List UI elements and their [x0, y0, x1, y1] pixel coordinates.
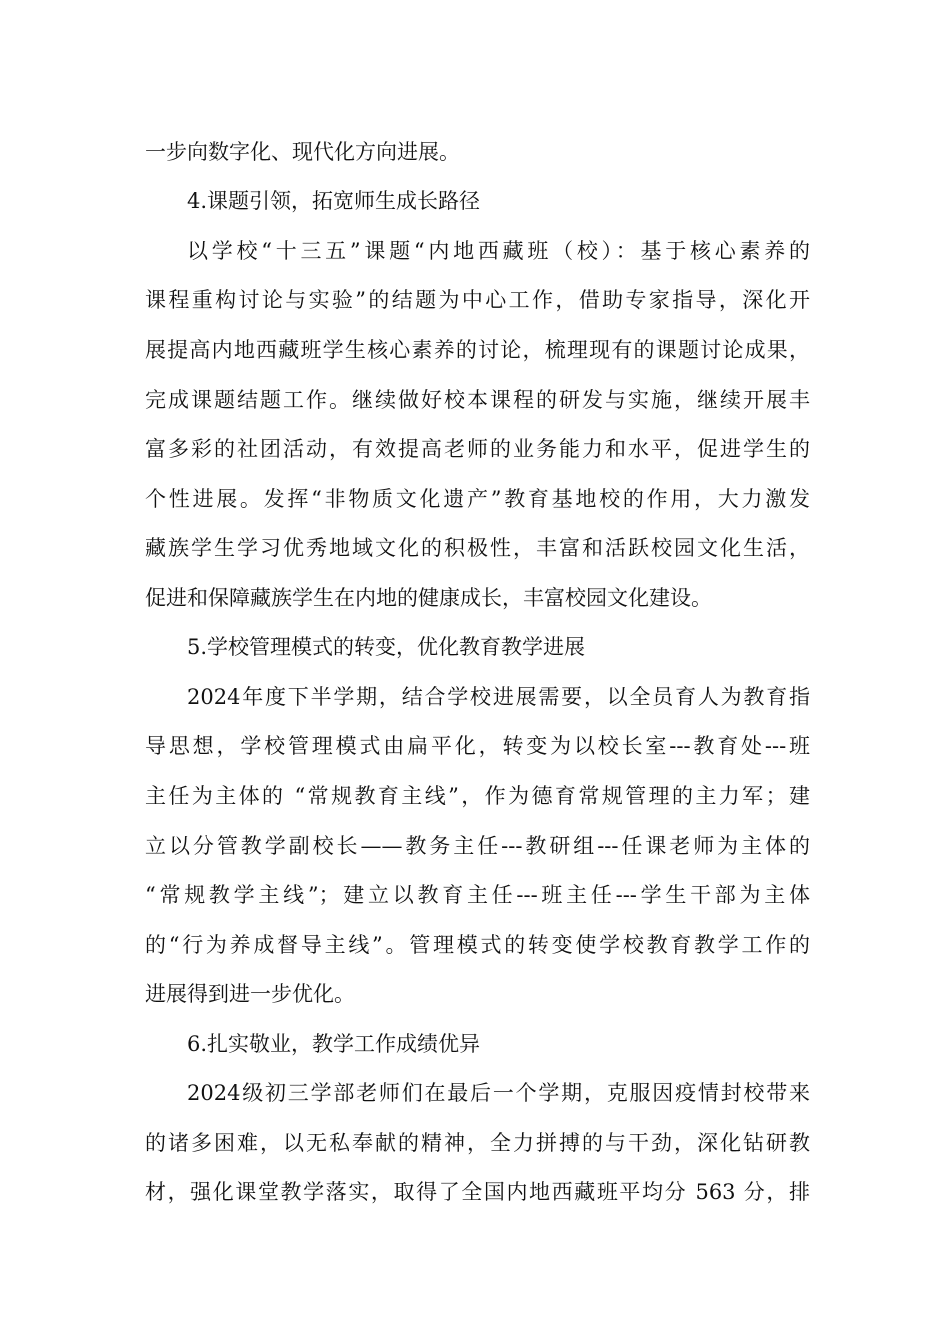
text-line: 主任为主体的 “常规教育主线”，作为德育常规管理的主力军；建 [145, 784, 810, 808]
text-line: 课程重构讨论与实验”的结题为中心工作，借助专家指导，深化开 [145, 288, 810, 312]
text-line: 展提高内地西藏班学生核心素养的讨论，梳理现有的课题讨论成果， [145, 338, 810, 362]
text-line: 立以分管教学副校长——教务主任---教研组---任课老师为主体的 [145, 834, 810, 858]
text-line: 一步向数字化、现代化方向进展。 [145, 140, 460, 164]
text-line: 完成课题结题工作。继续做好校本课程的研发与实施，继续开展丰 [145, 388, 810, 412]
text-line: 促进和保障藏族学生在内地的健康成长，丰富校园文化建设。 [145, 586, 712, 610]
text-line: 导思想，学校管理模式由扁平化，转变为以校长室---教育处---班 [145, 734, 810, 758]
text-line: 材，强化课堂教学落实，取得了全国内地西藏班平均分 563 分，排 [145, 1180, 810, 1204]
text-line: 藏族学生学习优秀地域文化的积极性，丰富和活跃校园文化生活， [145, 536, 810, 560]
text-line: 2024级初三学部老师们在最后一个学期，克服因疫情封校带来 [187, 1081, 810, 1105]
text-line: “常规教学主线”；建立以教育主任---班主任---学生干部为主体 [145, 883, 810, 907]
text-line: 个性进展。发挥“非物质文化遗产”教育基地校的作用，大力激发 [145, 487, 810, 511]
text-line: 进展得到进一步优化。 [145, 982, 355, 1006]
text-line: 的诸多困难，以无私奉献的精神，全力拼搏的与干劲，深化钻研教 [145, 1131, 810, 1155]
section-heading-4: 4.课题引领，拓宽师生成长路径 [187, 189, 481, 213]
text-line: 富多彩的社团活动，有效提高老师的业务能力和水平，促进学生的 [145, 437, 810, 461]
text-line: 2024年度下半学期，结合学校进展需要，以全员育人为教育指 [187, 685, 810, 709]
section-heading-6: 6.扎实敬业，教学工作成绩优异 [187, 1032, 481, 1056]
text-line: 以学校“十三五”课题“内地西藏班（校）：基于核心素养的 [187, 239, 810, 263]
section-heading-5: 5.学校管理模式的转变，优化教育教学进展 [187, 635, 586, 659]
text-line: 的“行为养成督导主线”。管理模式的转变使学校教育教学工作的 [145, 933, 810, 957]
